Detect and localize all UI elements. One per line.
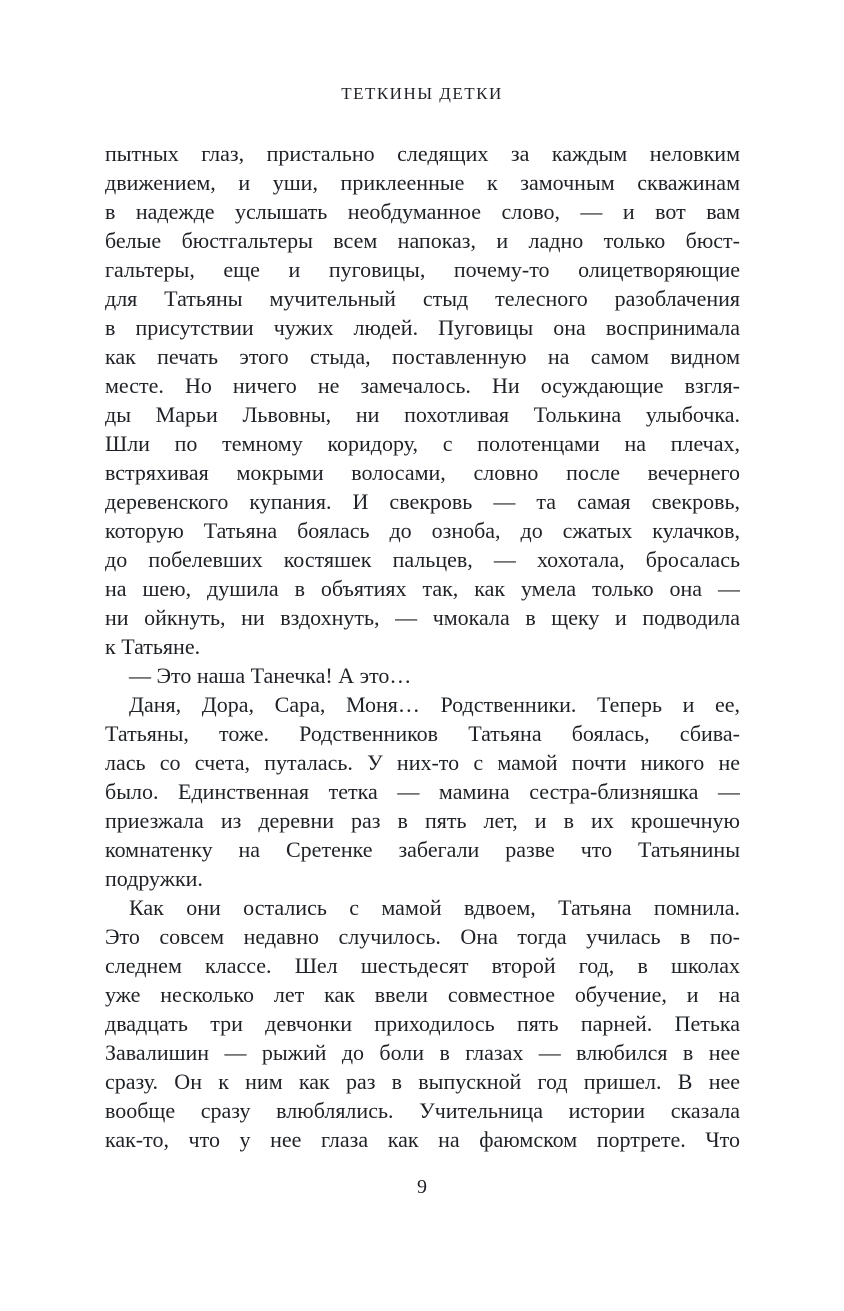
text-line: деревенского купания. И свекровь — та самая свекровь,: [105, 489, 740, 514]
text-line: Шли по темному коридору, с полотенцами на плечах,: [105, 431, 740, 456]
text-line: лась со счета, путалась. У них-то с мамой почти никого не: [105, 750, 740, 775]
text-line: — Это наша Танечка! А это…: [129, 663, 412, 688]
text-line: Татьяны, тоже. Родственников Татьяна боялась, сбива-: [105, 721, 740, 746]
text-block: [105, 139, 740, 1154]
text-line: движением, и уши, приклеенные к замочным скважинам: [105, 170, 740, 195]
text-line: месте. Но ничего не замечалось. Ни осуждающие взгля-: [105, 373, 740, 398]
running-head: ТЕТКИНЫ ДЕТКИ: [341, 84, 503, 103]
text-line: Завалишин — рыжий до боли в глазах — влюбился в нее: [105, 1040, 740, 1065]
text-line: в присутствии чужих людей. Пуговицы она воспринимала: [105, 315, 740, 340]
text-line: Даня, Дора, Сара, Моня… Родственники. Теперь и ее,: [129, 692, 740, 717]
text-line: ды Марьи Львовны, ни похотливая Толькина улыбочка.: [105, 402, 740, 427]
text-line: уже несколько лет как ввели совместное обучение, и на: [105, 982, 740, 1007]
text-line: ни ойкнуть, ни вздохнуть, — чмокала в щеку и подводила: [105, 605, 740, 630]
text-line: встряхивая мокрыми волосами, словно после вечернего: [105, 460, 740, 485]
text-line: приезжала из деревни раз в пять лет, и в их крошечную: [105, 808, 740, 833]
text-line: вообще сразу влюблялись. Учительница истории сказала: [105, 1098, 740, 1123]
text-line: Как они остались с мамой вдвоем, Татьяна помнила.: [129, 895, 740, 920]
text-line: к Татьяне.: [105, 634, 201, 659]
text-line: подружки.: [105, 866, 203, 891]
text-line: Это совсем недавно случилось. Она тогда училась в по-: [105, 924, 740, 949]
text-line: было. Единственная тетка — мамина сестра-близняшка —: [105, 779, 740, 804]
text-line: сразу. Он к ним как раз в выпускной год пришел. В нее: [105, 1069, 740, 1094]
text-line: комнатенку на Сретенке забегали разве что Татьянины: [105, 837, 740, 862]
text-line: как-то, что у нее глаза как на фаюмском портрете. Что: [105, 1127, 740, 1152]
text-line: гальтеры, еще и пуговицы, почему-то олицетворяющие: [105, 257, 740, 282]
text-line: которую Татьяна боялась до озноба, до сжатых кулачков,: [105, 518, 740, 543]
text-line: в надежде услышать необдуманное слово, — и вот вам: [105, 199, 740, 224]
text-line: на шею, душила в объятиях так, как умела только она —: [105, 576, 740, 601]
text-line: пытных глаз, пристально следящих за каждым неловким: [105, 141, 740, 166]
text-line: следнем классе. Шел шестьдесят второй год, в школах: [105, 953, 740, 978]
text-line: для Татьяны мучительный стыд телесного разоблачения: [105, 286, 740, 311]
page-number: 9: [417, 1176, 427, 1198]
text-line: двадцать три девчонки приходилось пять парней. Петька: [105, 1011, 740, 1036]
text-line: белые бюстгальтеры всем напоказ, и ладно только бюст-: [105, 228, 740, 253]
text-line: как печать этого стыда, поставленную на самом видном: [105, 344, 740, 369]
text-line: до побелевших костяшек пальцев, — хохотала, бросалась: [105, 547, 740, 572]
